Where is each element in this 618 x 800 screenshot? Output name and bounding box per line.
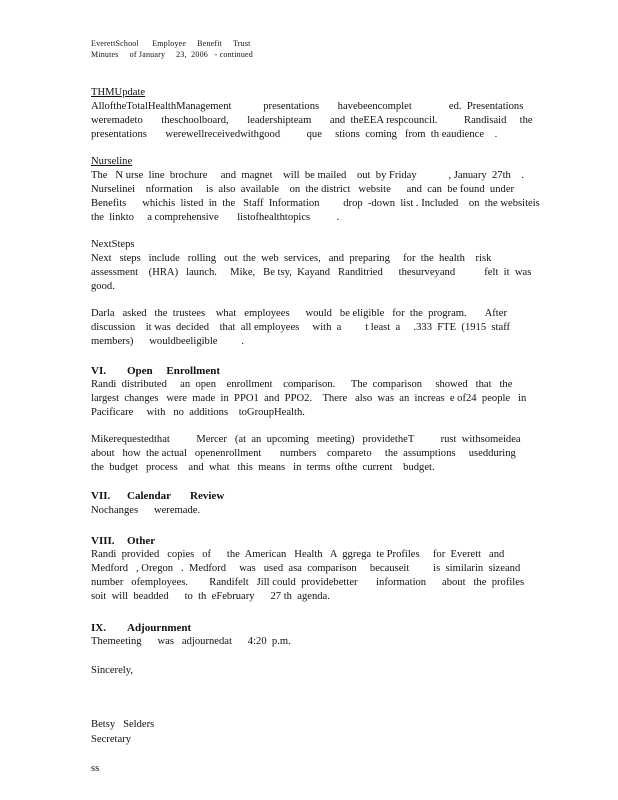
signer-role: Secretary xyxy=(91,734,131,745)
paragraph-line: largest changes were made in PPO1 and PPO2. There also was an increas e of24 people in xyxy=(91,393,527,404)
sincerely-text: Sincerely, xyxy=(91,665,133,676)
paragraph-line: the linkto a comprehensive listofhealthtopics . xyxy=(91,212,340,223)
section-title: Other xyxy=(127,535,156,547)
typist-initials: ss xyxy=(91,763,100,774)
paragraph-line: good. xyxy=(91,281,115,292)
section-heading-adjournment xyxy=(91,621,191,635)
thm-update-title: THMUpdate xyxy=(91,87,146,98)
section-heading-calendar-review xyxy=(91,489,224,503)
section-number: VI. xyxy=(91,365,106,377)
nurseline-title: Nurseline xyxy=(91,156,133,167)
section-heading-open-enrollment xyxy=(91,364,220,378)
paragraph-line: Next steps include rolling out the web services, and preparing for the health risk xyxy=(91,253,492,264)
paragraph-line: number ofemployees. Randifelt Jill could providebetter information about the profiles xyxy=(91,577,525,588)
paragraph-line: discussion it was decided that all employees with a t least a .333 FTE (1915 staff xyxy=(91,322,511,333)
open-enrollment-paragraph-1 xyxy=(91,378,527,420)
paragraph-line: Mikerequestedthat Mercer (at an upcoming meeting) providetheT rust withsomeidea xyxy=(91,434,521,445)
paragraph-line: The N urse line brochure and magnet will be mailed out by Friday , January 27th . xyxy=(91,170,525,181)
paragraph-line: Nurselinei nformation is also available on the district website and can be found under xyxy=(91,184,515,195)
section-number: IX. xyxy=(91,622,106,634)
header-line-2: Minutes of January 23, 2006 - continued xyxy=(91,50,253,59)
calendar-review-text xyxy=(91,504,521,518)
section-number: VIII. xyxy=(91,535,115,547)
paragraph-line: Benefits whichis listed in the Staff Information drop -down list . Included on the websiteis xyxy=(91,198,540,209)
section-number: VII. xyxy=(91,490,111,502)
paragraph-line: soit will beadded to th eFebruary 27 th agenda. xyxy=(91,591,330,602)
other-paragraph xyxy=(91,548,525,604)
section-title: Adjournment xyxy=(127,622,192,634)
paragraph-line: the budget process and what this means in terms ofthe current budget. xyxy=(91,462,435,473)
section-title: Open Enrollment xyxy=(127,365,221,377)
paragraph-line: Darla asked the trustees what employees would be eligible for the program. After xyxy=(91,308,507,319)
thm-update-section xyxy=(91,86,533,142)
paragraph-line: members) wouldbeeligible . xyxy=(91,336,244,347)
paragraph-line: Pacificare with no additions toGroupHealth. xyxy=(91,407,305,418)
nurseline-section xyxy=(91,155,540,225)
eligibility-paragraph xyxy=(91,307,521,349)
adjournment-text xyxy=(91,635,521,649)
paragraph-line: Nochanges weremade. xyxy=(91,505,201,516)
paragraph-line: AlloftheTotalHealthManagement presentations havebeencomplet ed. Presentations xyxy=(91,101,524,112)
paragraph-line: Themeeting was adjournedat 4:20 p.m. xyxy=(91,636,291,647)
paragraph-line: presentations werewellreceivedwithgood que stions coming from th eaudience . xyxy=(91,129,498,140)
paragraph-line: about how the actual openenrollment numbers compareto the assumptions usedduring xyxy=(91,448,516,459)
paragraph-line: Medford , Oregon . Medford was used asa comparison becauseit is similarin sizeand xyxy=(91,563,521,574)
section-heading-other xyxy=(91,534,155,548)
header-line-1: EverettSchool Employee Benefit Trust xyxy=(91,39,251,48)
next-steps-section xyxy=(91,238,532,294)
open-enrollment-paragraph-2 xyxy=(91,433,521,475)
paragraph-line: weremadeto theschoolboard, leadershipteam and theEEA respcouncil. Randisaid the xyxy=(91,115,533,126)
paragraph-line: assessment (HRA) launch. Mike, Be tsy, Kayand Randitried thesurveyand felt it was xyxy=(91,267,532,278)
paragraph-line: Randi distributed an open enrollment comparison. The comparison showed that the xyxy=(91,379,513,390)
next-steps-title: NextSteps xyxy=(91,239,135,250)
paragraph-line: Randi provided copies of the American Health A ggrega te Profiles for Everett and xyxy=(91,549,505,560)
signer-name: Betsy Selders xyxy=(91,719,155,730)
section-title: Calendar Review xyxy=(127,490,225,502)
